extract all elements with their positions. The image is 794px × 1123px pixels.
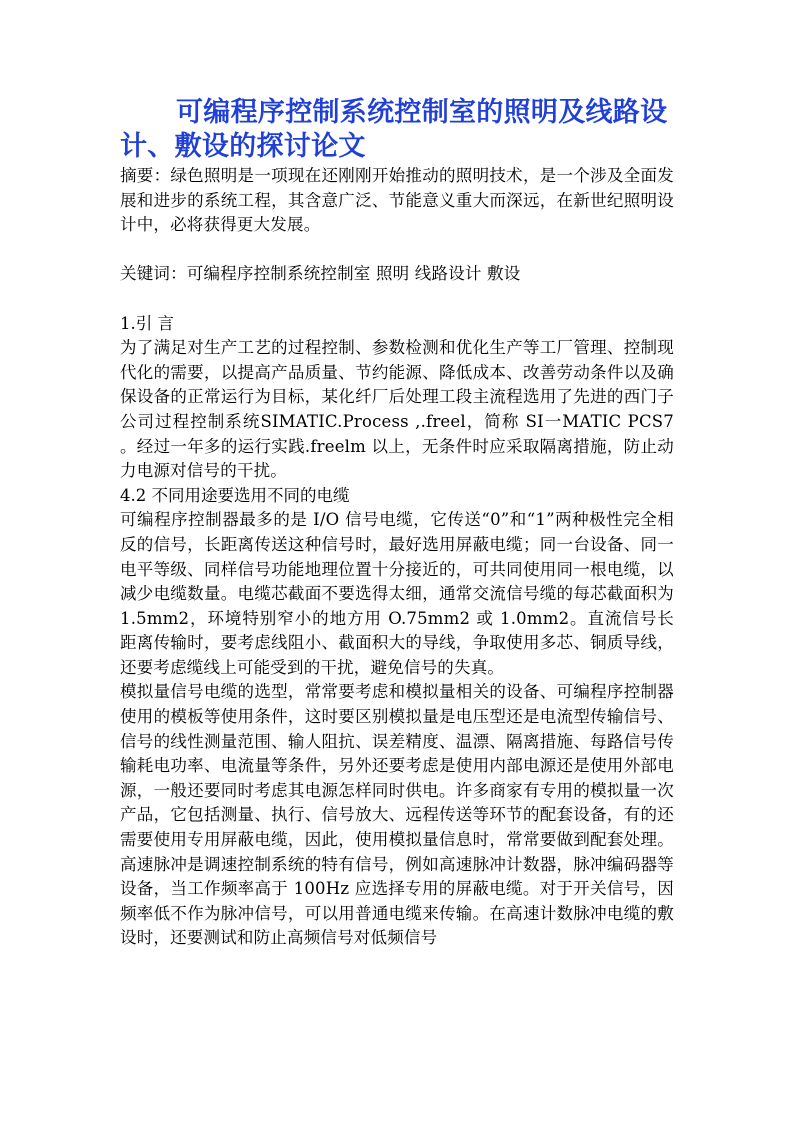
keywords-line: 关键词：可编程序控制系统控制室 照明 线路设计 敷设 (120, 264, 521, 284)
section-intro-text: 为了满足对生产工艺的过程控制、参数检测和优化生产等工厂管理、控制现代化的需要，以提高产品质量、节约能源、降低成本、改善劳动条件以及确保设备的正常运行为目标，某化纤厂后处理工段主流程选用了先进的西门子公司过程控制系统SIMATIC.Process ,.freel，简称 SI一MATIC PCS7 。经过一年多的运行实践.freelm 以上，无条件时应采取隔离措施，防止动力电源对信号的干扰。 (120, 338, 674, 481)
spacer (120, 287, 674, 312)
section-4-2-heading: 4.2 不同用途要选用不同的电缆 (120, 485, 350, 505)
spacer (120, 238, 674, 263)
document-page (120, 96, 674, 951)
abstract-paragraph: 摘要：绿色照明是一项现在还刚刚开始推动的照明技术，是一个涉及全面发展和进步的系统工程，其含意广泛、节能意义重大而深远，在新世纪照明设计中，必将获得更大发展。 (120, 166, 674, 235)
section-intro-heading: 1.引 言 (120, 313, 174, 333)
section-4-2-paragraph-1: 可编程序控制器最多的是 I/O 信号电缆，它传送“0”和“1”两种极性完全相反的信号，长距离传送这种信号时，最好选用屏蔽电缆；同一台设备、同一电平等级、同样信号功能地理位置十分接近的，可共同使用同一根电缆，以减少电缆数量。电缆芯截面不要选得太细，通常交流信号缆的每芯截面积为 1.5mm2，环境特别窄小的地方用 O.75mm2 或 1.0mm2。直流信号长距离传输时，要考虑线阻小、截面积大的导线，争取使用多芯、铜质导线，还要考虑缆线上可能受到的干扰，避免信号的失真。 (120, 510, 674, 677)
section-4-2-paragraph-2: 模拟量信号电缆的选型，常常要考虑和模拟量相关的设备、可编程序控制器使用的模板等使用条件，这时要区别模拟量是电压型还是电流型传输信号、信号的线性测量范围、输人阻抗、误差精度、温漂、隔离措施、每路信号传输耗电功率、电流量等条件，另外还要考虑是使用内部电源还是使用外部电源，一般还要同时考虑其电源怎样同时供电。许多商家有专用的模拟量一次产品，它包括测量、执行、信号放大、远程传送等环节的配套设备，有的还需要使用专用屏蔽电缆，因此，使用模拟量信息时，常常要做到配套处理。高速脉冲是调速控制系统的特有信号，例如高速脉冲计数器，脉冲编码器等设备，当工作频率高于 100Hz 应选择专用的屏蔽电缆。对于开关信号，因频率低不作为脉冲信号，可以用普通电缆来传输。在高速计数脉冲电缆的敷设时，还要测试和防止高频信号对低频信号 (120, 682, 674, 948)
document-title: 可编程序控制系统控制室的照明及线路设计、敷设的探讨论文 (120, 97, 668, 162)
